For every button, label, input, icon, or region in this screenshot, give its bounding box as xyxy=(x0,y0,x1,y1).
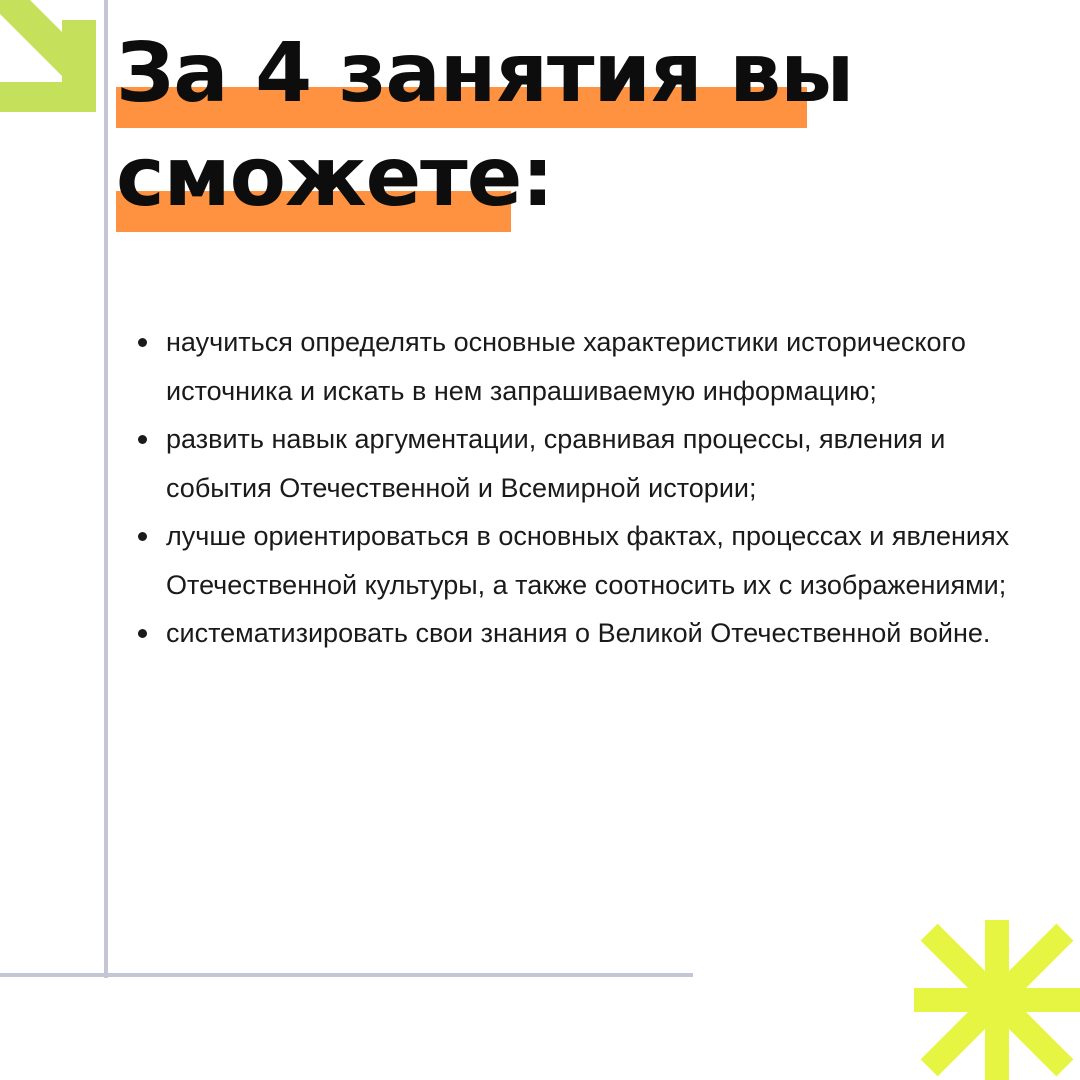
list-item xyxy=(138,318,1038,415)
list-item xyxy=(138,512,1038,609)
bullet-dot-icon xyxy=(138,338,147,347)
list-item-text: научиться определять основные характеристики исторического источника и искать в нем запрашиваемую информацию; xyxy=(166,327,966,406)
title-line-1 xyxy=(116,24,876,128)
bullet-dot-icon xyxy=(138,532,147,541)
bullet-list xyxy=(138,318,1038,658)
title-line-2 xyxy=(116,128,876,232)
bullet-dot-icon xyxy=(138,435,147,444)
page-title xyxy=(116,24,876,232)
bullet-dot-icon xyxy=(138,629,147,638)
vertical-frame-line xyxy=(104,0,108,978)
list-item xyxy=(138,415,1038,512)
horizontal-frame-line xyxy=(0,973,693,977)
arrow-down-right-icon xyxy=(0,0,96,112)
list-item-text: систематизировать свои знания о Великой Отечественной войне. xyxy=(166,618,991,648)
list-item-text: лучше ориентироваться в основных фактах, процессах и явлениях Отечественной культуры, а также соотносить их с изображениями; xyxy=(166,521,1010,600)
list-item xyxy=(138,609,1038,658)
list-item-text: развить навык аргументации, сравнивая процессы, явления и события Отечественной и Всемирной истории; xyxy=(166,424,946,503)
asterisk-icon xyxy=(914,920,1080,1080)
title-text-2: сможете: xyxy=(116,130,554,225)
title-text-1: За 4 занятия вы xyxy=(116,26,854,121)
